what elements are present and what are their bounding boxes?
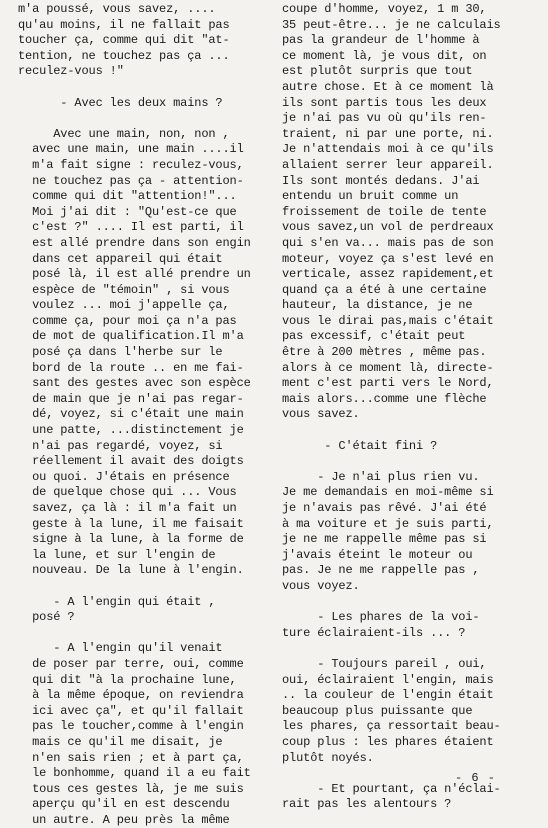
text-line: voulez ... moi j'appelle ça, xyxy=(18,298,230,313)
text-line xyxy=(18,626,268,642)
text-line xyxy=(282,766,534,782)
text-line: ce moment là, je vous dit, on xyxy=(282,48,487,63)
text-line: je n'ai pas vu où qu'ils ren- xyxy=(282,111,487,126)
text-line: tous ces gestes là, je me suis xyxy=(18,781,244,796)
text-line: m'a fait signe : reculez-vous, xyxy=(18,157,244,172)
text-line: Avec une main, non, non , xyxy=(18,126,230,141)
text-line: pas excessif, c'était peut xyxy=(282,329,466,344)
text-line: 35 peut-être... je ne calculais xyxy=(282,17,501,32)
text-line xyxy=(282,423,534,439)
text-line: qui dit "à la prochaine lune, xyxy=(18,672,237,687)
text-line: pas le toucher,comme à l'engin xyxy=(18,719,244,734)
text-line: quand ça a été à une certaine xyxy=(282,282,487,297)
text-line xyxy=(282,641,534,657)
text-line: - A l'engin qui était , xyxy=(18,594,216,609)
text-line: posé là, il est allé prendre un xyxy=(18,267,251,282)
text-line: hauteur, la distance, je ne xyxy=(282,298,473,313)
text-line: - A l'engin qu'il venait xyxy=(18,641,223,656)
text-line: mais alors...comme une flèche xyxy=(282,391,487,406)
text-line xyxy=(282,595,534,611)
text-line: m'a poussé, vous savez, .... xyxy=(18,2,216,16)
text-line: qui s'en va... mais pas de son xyxy=(282,235,494,250)
text-line: ne touchez pas ça - attention- xyxy=(18,173,244,188)
text-line: bord de la route .. en me fai- xyxy=(18,360,244,375)
text-line: plutôt noyés. xyxy=(282,750,374,765)
text-line: aperçu qu'il en est descendu xyxy=(18,797,230,812)
text-line: nouveau. De la lune à l'engin. xyxy=(18,563,244,578)
text-line: j'avais éteint le moteur ou xyxy=(282,547,473,562)
text-line: c'est ?" .... Il est parti, il xyxy=(18,220,244,235)
text-line: vous savez. xyxy=(282,407,360,422)
text-line: dans cet appareil qui était xyxy=(18,251,223,266)
text-line: dé, voyez, si c'était une main xyxy=(18,407,244,422)
text-line: Je me demandais en moi-même si xyxy=(282,485,494,500)
text-line: est allé prendre dans son engin xyxy=(18,235,251,250)
text-line: froissement de toile de tente xyxy=(282,204,487,219)
text-line: une patte, ...distinctement je xyxy=(18,423,244,438)
text-line: n'en sais rien ; et à part ça, xyxy=(18,750,244,765)
text-line: de poser par terre, oui, comme xyxy=(18,656,244,671)
text-line: à la même époque, on reviendra xyxy=(18,688,244,703)
text-line: comme ça, pour moi ça n'a pas xyxy=(18,313,237,328)
text-line: autre chose. Et à ce moment là xyxy=(282,79,494,94)
text-line: - Toujours pareil , oui, xyxy=(282,656,487,671)
text-line: le bonhomme, quand il a eu fait xyxy=(18,766,251,781)
text-line: être à 200 mètres , même pas. xyxy=(282,345,487,360)
text-line: ment c'est parti vers le Nord, xyxy=(282,376,494,391)
text-line: pas la grandeur de l'homme à xyxy=(282,33,480,48)
text-line: geste à la lune, il me faisait xyxy=(18,516,244,531)
text-line: traient, ni par une porte, ni. xyxy=(282,126,494,141)
text-line: - Et pourtant, ça n'éclai- xyxy=(282,781,501,796)
text-line xyxy=(18,80,268,96)
text-line: vous le dirai pas,mais c'était xyxy=(282,313,494,328)
text-line: beaucoup plus puissante que xyxy=(282,703,473,718)
text-line: - C'était fini ? xyxy=(282,438,438,453)
text-line: savez, ça là : il m'a fait un xyxy=(18,501,237,515)
text-line: à ma voiture et je suis parti, xyxy=(282,516,494,531)
text-line: ou quoi. J'étais en présence xyxy=(18,469,230,484)
text-line: moteur, voyez ça s'est levé en xyxy=(282,251,494,266)
right-column xyxy=(282,2,534,813)
text-line: - Les phares de la voi- xyxy=(282,610,480,625)
text-line: comme qui dit "attention!"... xyxy=(18,189,237,204)
text-line: - Je n'ai plus rien vu. xyxy=(282,469,480,484)
text-line: alors à ce moment là, directe- xyxy=(282,360,494,375)
page-number: - 6 - xyxy=(455,771,497,785)
text-line xyxy=(18,579,268,595)
text-line: .. la couleur de l'engin était xyxy=(282,688,494,703)
text-line: reculez-vous !" xyxy=(18,64,124,79)
text-line: la lune, et sur l'engin de xyxy=(18,547,216,562)
text-line: espèce de "témoin" , si vous xyxy=(18,282,230,297)
text-line: n'ai pas regardé, voyez, si xyxy=(18,438,223,453)
text-line: oui, éclairaient l'engin, mais xyxy=(282,672,494,687)
text-line: tention, ne touchez pas ça ... xyxy=(18,48,230,63)
text-line: de main que je n'ai pas regar- xyxy=(18,391,244,406)
text-line: coup plus : les phares étaient xyxy=(282,734,494,749)
text-line: Je n'attendais moi à ce qu'ils xyxy=(282,142,494,157)
text-line xyxy=(18,111,268,127)
text-line: qu'au moins, il ne fallait pas xyxy=(18,17,230,32)
text-line: je n'avais pas rêvé. J'ai été xyxy=(282,501,487,515)
text-line: mais ce qu'il me disait, je xyxy=(18,734,223,749)
text-line: sant des gestes avec son espèce xyxy=(18,376,251,391)
text-line: ici avec ça", et qu'il fallait xyxy=(18,703,244,718)
text-line: verticale, assez rapidement,et xyxy=(282,267,494,282)
text-line: les phares, ça ressortait beau- xyxy=(282,719,501,734)
text-line: un autre. A peu près la même xyxy=(18,812,230,827)
text-line: coupe d'homme, voyez, 1 m 30, xyxy=(282,2,487,16)
text-line: avec une main, une main ....il xyxy=(18,142,244,157)
text-line: posé ? xyxy=(18,610,75,625)
text-line: ture éclairaient-ils ... ? xyxy=(282,625,466,640)
text-line: rait pas les alentours ? xyxy=(282,797,452,812)
text-line: je ne me rappelle même pas si xyxy=(282,532,487,547)
text-line: posé ça dans l'herbe sur le xyxy=(18,345,223,360)
text-line: Moi j'ai dit : "Qu'est-ce que xyxy=(18,204,237,219)
text-line: signe à la lune, à la forme de xyxy=(18,532,244,547)
text-line: réellement il avait des doigts xyxy=(18,454,244,469)
text-line: entendu un bruit comme un xyxy=(282,189,459,204)
text-line: - Avec les deux mains ? xyxy=(18,95,223,110)
text-line: toucher ça, comme qui dit "at- xyxy=(18,33,230,48)
text-line: de quelque chose qui ... Vous xyxy=(18,485,237,500)
text-line: pas. Je ne me rappelle pas , xyxy=(282,563,480,578)
text-line: ils sont partis tous les deux xyxy=(282,95,487,110)
text-line: de mot de qualification.Il m'a xyxy=(18,329,244,344)
text-line: vous voyez. xyxy=(282,578,360,593)
text-line: vous savez,un vol de perdreaux xyxy=(282,220,494,235)
text-line: est plutôt surpris que tout xyxy=(282,64,473,79)
text-line xyxy=(282,454,534,470)
left-column xyxy=(18,2,268,828)
text-line: Ils sont montés dedans. J'ai xyxy=(282,173,480,188)
text-line: allaient serrer leur appareil. xyxy=(282,157,494,172)
